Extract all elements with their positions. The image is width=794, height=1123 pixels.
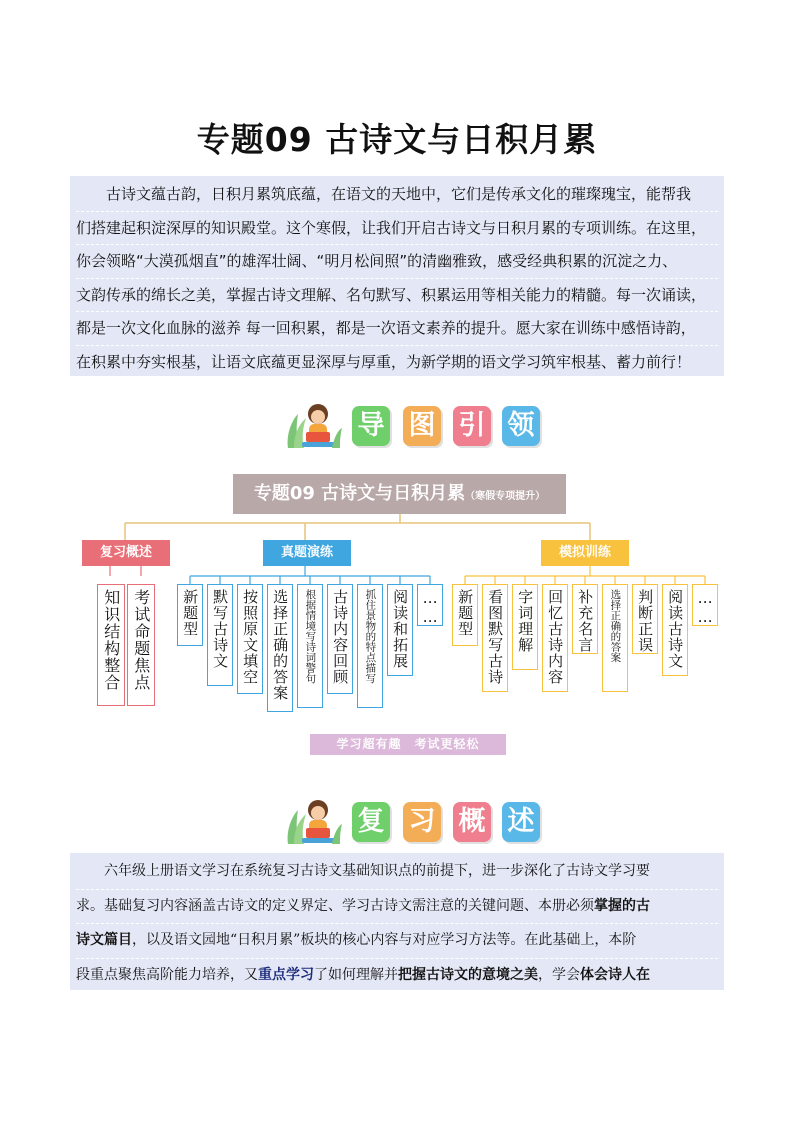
- mindmap-item-label: 阅读古诗文: [666, 589, 685, 669]
- mindmap-item: [572, 584, 598, 654]
- mindmap-item-label: 根据情境写诗词警句: [304, 589, 317, 684]
- banner-char-3: 引: [453, 406, 491, 446]
- banner-char-2: 图: [403, 406, 441, 446]
- mindmap-item: [692, 584, 718, 626]
- intro-line: 都是一次文化血脉的滋养 每一回积累，都是一次语文素养的提升。愿大家在训练中感悟诗韵，: [76, 312, 718, 346]
- mindmap-item: [297, 584, 323, 708]
- body-text: 段重点聚焦高阶能力培养，又: [76, 966, 258, 983]
- page-title: 专题09 古诗文与日积月累: [196, 120, 598, 159]
- mindmap-item: [602, 584, 628, 692]
- mindmap-item: [452, 584, 478, 646]
- mindmap-item-label: 新题型: [181, 589, 200, 637]
- category-real-exam: 真题演练: [263, 540, 351, 566]
- body-text: 了如何理解并: [314, 966, 398, 983]
- body-text: 求。基础复习内容涵盖古诗文的定义界定、学习古诗文需注意的关键问题、本册必须: [76, 897, 594, 914]
- mindmap-item-label: 判断正误: [636, 589, 655, 653]
- body-text: ，学会: [538, 966, 580, 983]
- mindmap-item: [207, 584, 233, 686]
- mindmap-item: [417, 584, 443, 626]
- mindmap-item-label: ……: [421, 589, 440, 627]
- mindmap-item: [357, 584, 383, 708]
- emphasis-text: 重点学习: [258, 966, 314, 983]
- mindmap-item-label: 默写古诗文: [211, 589, 230, 669]
- mindmap-item: [177, 584, 203, 646]
- category-mock: 模拟训练: [541, 540, 629, 566]
- mindmap-root-text: 专题09 古诗文与日积月累: [253, 483, 466, 504]
- slogan: 学习超有趣 考试更轻松: [310, 734, 506, 755]
- body-text: 六年级上册语文学习在系统复习古诗文基础知识点的前提下，进一步深化了古诗文学习要: [76, 863, 650, 879]
- mindmap-item-label: 新题型: [456, 589, 475, 637]
- banner-review: [284, 796, 544, 850]
- mindmap-item-label: 考试命题焦点: [131, 589, 151, 691]
- emphasis-text: 体会诗人在: [580, 966, 650, 983]
- review-line: [76, 890, 718, 925]
- mindmap-item-label: 选择正确的答案: [609, 589, 622, 663]
- intro-line: 文韵传承的绵长之美，掌握古诗文理解、名句默写、积累运用等相关能力的精髓。每一次诵读，: [76, 279, 718, 313]
- mindmap-item-label: 按照原文填空: [241, 589, 260, 685]
- mindmap-item-label: 古诗内容回顾: [331, 589, 350, 685]
- banner-char-1: 导: [352, 406, 390, 446]
- mindmap-item: [387, 584, 413, 676]
- banner-char-2: 习: [403, 802, 441, 842]
- mindmap-item: [662, 584, 688, 676]
- intro-line: 在积累中夯实根基，让语文底蕴更显深厚与厚重，为新学期的语文学习筑牢根基、蓄力前行！: [76, 352, 692, 371]
- body-text: ，以及语文园地“日积月累”板块的核心内容与对应学习方法等。在此基础上，本阶: [132, 932, 637, 948]
- intro-line: 你会领略“大漠孤烟直”的雄浑壮阔、“明月松间照”的清幽雅致，感受经典积累的沉淀之力、: [76, 245, 718, 279]
- mindmap-item-label: 回忆古诗内容: [546, 589, 565, 685]
- mindmap-item-label: ……: [696, 589, 715, 627]
- review-line: [76, 924, 718, 959]
- mindmap-item: [542, 584, 568, 692]
- mindmap-item: [267, 584, 293, 712]
- category-review: 复习概述: [82, 540, 170, 566]
- banner-char-3: 概: [453, 802, 491, 842]
- mindmap-item: [512, 584, 538, 670]
- mindmap-item-label: 抓住景物的特点描写: [364, 589, 377, 684]
- mindmap-root-suffix: （寒假专项提升）: [465, 491, 546, 502]
- emphasis-text: 掌握的古: [594, 897, 650, 914]
- banner-char-4: 述: [502, 802, 540, 842]
- mindmap-item-label: 看图默写古诗: [486, 589, 505, 685]
- mindmap-item: [632, 584, 658, 654]
- mindmap-item-label: 知识结构整合: [101, 589, 121, 691]
- mindmap-item-label: 字词理解: [516, 589, 535, 653]
- mindmap-item: [97, 584, 125, 706]
- intro-line: 们搭建起积淀深厚的知识殿堂。这个寒假，让我们开启古诗文与日积月累的专项训练。在这里，: [76, 212, 718, 246]
- mindmap-item-label: 补充名言: [576, 589, 595, 653]
- emphasis-text: 诗文篇目: [76, 932, 132, 948]
- review-line: [76, 855, 718, 890]
- mindmap-item: [127, 584, 155, 706]
- emphasis-text: 把握古诗文的意境之美: [398, 966, 538, 983]
- banner-char-1: 复: [352, 802, 390, 842]
- banner-char-4: 领: [502, 406, 540, 446]
- mindmap-item-label: 阅读和拓展: [391, 589, 410, 669]
- review-line: [76, 959, 718, 994]
- reading-girl-icon: [284, 796, 346, 846]
- mindmap-item: [327, 584, 353, 694]
- intro-line: 古诗文蕴古韵，日积月累筑底蕴，在语文的天地中，它们是传承文化的璀璨瑰宝，能帮我: [76, 178, 718, 212]
- review-paragraph: [70, 853, 724, 990]
- mindmap-item-label: 选择正确的答案: [271, 589, 290, 701]
- mindmap-item: [482, 584, 508, 692]
- mindmap-item: [237, 584, 263, 694]
